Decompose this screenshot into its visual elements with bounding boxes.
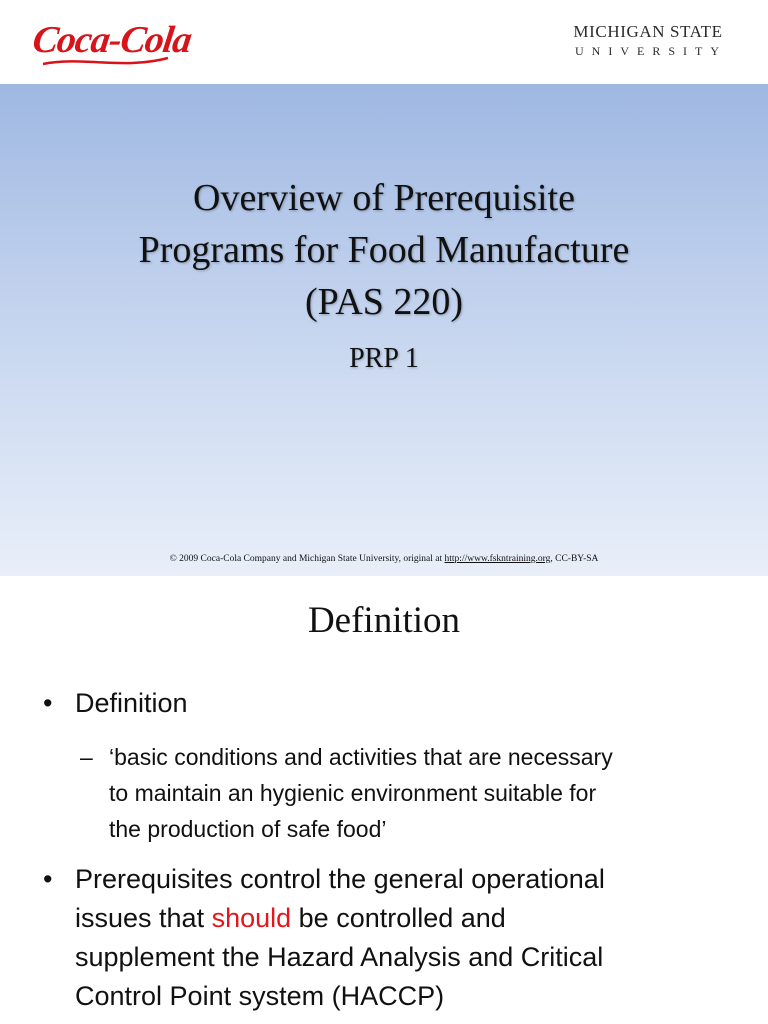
bullet-prerequisites-line-4: Control Point system (HACCP) — [75, 981, 445, 1011]
msu-logo-line2: UNIVERSITY — [575, 44, 727, 58]
msu-logo-line1: MICHIGAN STATE — [573, 22, 723, 41]
slide-header — [0, 0, 768, 84]
slide-title-line-3: (PAS 220) — [304, 281, 464, 323]
definition-slide-title: Definition — [307, 600, 461, 641]
coca-cola-logo — [30, 14, 194, 70]
sub-bullet-line-2: to maintain an hygienic environment suitable for — [109, 780, 597, 806]
msu-logo — [568, 22, 728, 60]
highlight-should: should — [211, 903, 292, 933]
copyright-link[interactable]: http://www.fskntraining.org — [444, 554, 551, 564]
slide-title-line-2: Programs for Food Manufacture — [138, 229, 630, 271]
line2-before: issues that — [75, 903, 212, 933]
definition-slide — [0, 576, 768, 1024]
sub-bullet-line-1: ‘basic conditions and activities that are necessary — [109, 744, 613, 770]
slide-title-line-1: Overview of Prerequisite — [193, 177, 575, 219]
copyright-text-after: , CC-BY-SA — [550, 554, 599, 564]
bullet-definition-text: Definition — [75, 688, 188, 718]
coca-cola-wordmark: Coca-Cola — [30, 19, 194, 61]
bullet-prerequisites-line-3: supplement the Hazard Analysis and Critical — [75, 942, 604, 972]
bullet-prerequisites-line-1: Prerequisites control the general operational — [75, 864, 605, 894]
line2-after: be controlled and — [291, 903, 506, 933]
copyright-notice — [20, 554, 748, 564]
copyright-text-before: © 2009 Coca-Cola Company and Michigan State University, original at — [169, 554, 445, 564]
slide-subtitle: PRP 1 — [349, 343, 419, 374]
title-slide-body — [0, 84, 768, 576]
bullet-glyph: • — [43, 864, 53, 894]
slide-title — [40, 172, 728, 328]
coca-cola-swash-icon — [33, 54, 173, 70]
dash-glyph: – — [80, 744, 93, 770]
sub-bullet-line-3: the production of safe food’ — [109, 816, 387, 842]
bullet-glyph: • — [43, 688, 53, 718]
sub-bullet-quote-text — [109, 739, 613, 847]
bullet-prerequisites-line-2 — [75, 899, 605, 938]
bullet-prerequisites-text — [75, 860, 605, 1016]
